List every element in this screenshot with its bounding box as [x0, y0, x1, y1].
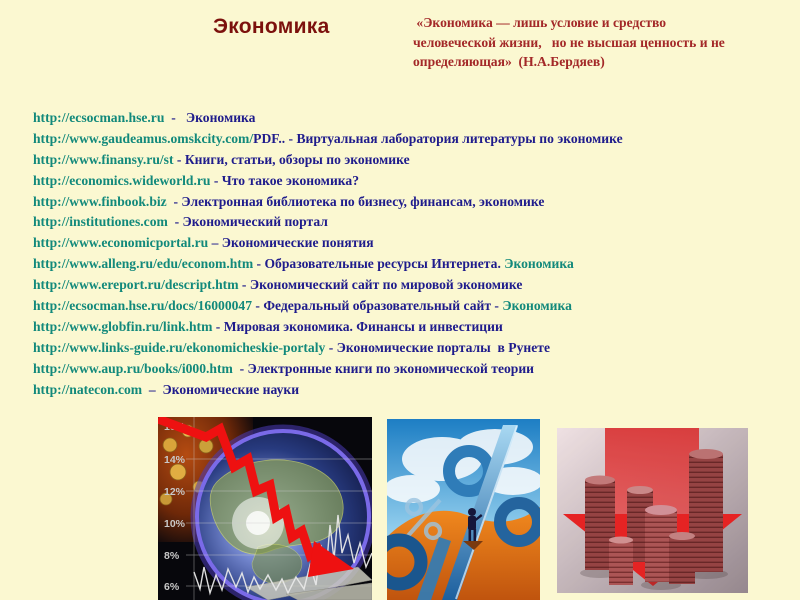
axis-label: 10% [164, 518, 186, 530]
link-description: - Экономические порталы в Рунете [325, 339, 550, 355]
link-url[interactable]: http://ecsocman.hse.ru/docs/16000047 [33, 298, 253, 314]
axis-label: 8% [164, 550, 180, 562]
link-item [33, 214, 793, 229]
percent-hill-graphic [387, 419, 540, 600]
link-description-highlight: Экономика [504, 256, 574, 272]
link-url[interactable]: http://www.aup.ru/books/i000.htm [33, 360, 233, 376]
link-description: - Электронная библиотека по бизнесу, финансам, экономике [166, 193, 545, 209]
link-item [33, 194, 793, 209]
link-item [33, 152, 793, 167]
link-description: - Экономический портал [167, 214, 328, 230]
globe-crisis-graphic [158, 417, 372, 600]
link-url[interactable]: http://institutiones.com [33, 214, 168, 230]
image-economic-crisis-globe [158, 417, 372, 600]
page-title: Экономика [213, 15, 330, 38]
link-description: - Экономический сайт по мировой экономике [238, 277, 523, 293]
link-item [33, 173, 793, 188]
coins-arrow-graphic [557, 428, 748, 593]
link-description: – Экономические науки [142, 381, 300, 397]
epigraph-quote [413, 13, 793, 72]
links-list [33, 110, 793, 402]
quote-line: «Экономика — лишь условие и средство [413, 15, 667, 30]
link-url[interactable]: http://www.finansy.ru/st [33, 151, 174, 167]
link-url[interactable]: http://www.links-guide.ru/ekonomicheskie-portaly [33, 339, 326, 355]
link-url[interactable]: http://ecsocman.hse.ru [33, 110, 165, 125]
link-url[interactable]: http://natecon.com [33, 381, 143, 397]
image-coins-red-arrow [557, 428, 748, 593]
link-item [33, 340, 793, 355]
link-url[interactable]: http://economics.wideworld.ru [33, 172, 211, 188]
link-item [33, 361, 793, 376]
axis-label: 16% [164, 421, 186, 433]
link-item [33, 256, 793, 271]
link-description: - Федеральный образовательный сайт - [252, 298, 503, 314]
link-description: - Электронные книги по экономической теории [232, 360, 535, 376]
link-description: – Экономические понятия [208, 235, 374, 251]
image-percent-sign-painting [387, 419, 540, 600]
link-url[interactable]: http://www.finbook.biz [33, 193, 167, 209]
link-item [33, 235, 793, 250]
link-item [33, 131, 793, 146]
link-url[interactable]: http://www.economicportal.ru [33, 235, 209, 251]
link-description-highlight: Экономика [502, 298, 572, 314]
axis-label: 12% [164, 486, 186, 498]
link-item [33, 110, 793, 125]
link-description: - Что такое экономика? [210, 172, 359, 188]
link-item [33, 277, 793, 292]
axis-label: 14% [164, 454, 186, 466]
link-item [33, 382, 793, 397]
link-item [33, 298, 793, 313]
link-description: PDF.. - Виртуальная лаборатория литературы по экономике [253, 130, 623, 146]
axis-label: 6% [164, 581, 180, 593]
link-description: - Экономика [164, 110, 256, 125]
link-url[interactable]: http://www.alleng.ru/edu/econom.htm [33, 256, 254, 272]
link-description: - Мировая экономика. Финансы и инвестиции [212, 318, 503, 334]
link-description: - Книги, статьи, обзоры по экономике [173, 151, 410, 167]
link-url[interactable]: http://www.gaudeamus.omskcity.com/ [33, 130, 254, 146]
quote-line: человеческой жизни, но не высшая ценность и не [413, 34, 725, 50]
link-item [33, 319, 793, 334]
link-url[interactable]: http://www.ereport.ru/descript.htm [33, 277, 239, 293]
link-description: - Образовательные ресурсы Интернета. [253, 256, 505, 272]
link-url[interactable]: http://www.globfin.ru/link.htm [33, 318, 213, 334]
quote-line: определяющая» (Н.А.Бердяев) [413, 54, 605, 69]
